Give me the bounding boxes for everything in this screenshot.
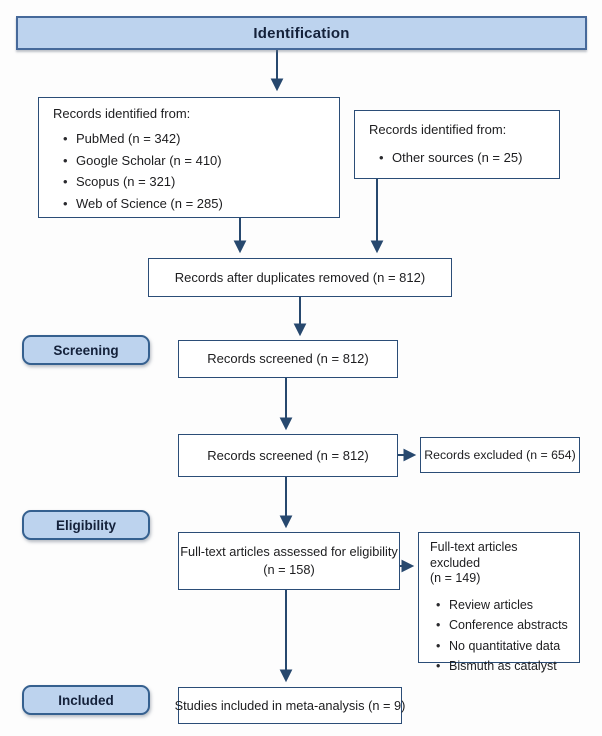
list-item: • Review articles	[436, 595, 571, 616]
box-heading-line2: (n = 149)	[430, 571, 481, 585]
stage-label-screening	[22, 335, 150, 365]
box-text: Records excluded (n = 654)	[424, 448, 576, 462]
box-heading	[430, 540, 570, 587]
stage-banner-label: Identification	[253, 24, 350, 42]
box-heading: Records identified from:	[369, 122, 507, 137]
box-studies-included	[174, 687, 406, 724]
box-fulltext-excluded	[418, 532, 580, 673]
box-text: Records screened (n = 812)	[207, 351, 369, 366]
box-text-line2: (n = 158)	[263, 562, 315, 577]
list-item: • No quantitative data	[436, 636, 571, 657]
box-records-excluded	[420, 437, 580, 473]
box-duplicates-removed	[148, 258, 452, 297]
box-records-screened-1	[178, 340, 398, 378]
list-item: • Conference abstracts	[436, 615, 571, 636]
box-fulltext-assessed	[178, 532, 400, 590]
box-text: Records after duplicates removed (n = 812)	[174, 269, 426, 285]
list-item: • Scopus (n = 321)	[63, 171, 327, 193]
stage-label-eligibility	[22, 510, 150, 540]
list-item: • PubMed (n = 342)	[63, 128, 327, 150]
box-records-identified-other	[354, 110, 560, 179]
source-list	[369, 147, 547, 169]
box-text: Studies included in meta-analysis (n = 9)	[174, 697, 406, 713]
stage-label-text: Screening	[53, 342, 119, 358]
box-heading-line1: Full-text articles excluded	[430, 540, 518, 570]
list-item: • Other sources (n = 25)	[379, 147, 547, 169]
exclusion-list	[430, 595, 571, 677]
list-item: • Google Scholar (n = 410)	[63, 150, 327, 172]
stage-banner-identification	[16, 16, 587, 50]
box-heading: Records identified from:	[53, 106, 191, 121]
box-records-identified-databases	[38, 97, 340, 218]
stage-label-text: Included	[58, 692, 114, 708]
box-text: Records screened (n = 812)	[207, 447, 369, 463]
box-records-screened-2	[178, 434, 398, 477]
box-text	[179, 543, 399, 579]
source-list	[53, 128, 327, 214]
box-text-line1: Full-text articles assessed for eligibility	[180, 544, 398, 559]
stage-label-text: Eligibility	[55, 517, 116, 533]
list-item: • Web of Science (n = 285)	[63, 193, 327, 215]
stage-label-included	[22, 685, 150, 715]
list-item: • Bismuth as catalyst	[436, 656, 571, 677]
